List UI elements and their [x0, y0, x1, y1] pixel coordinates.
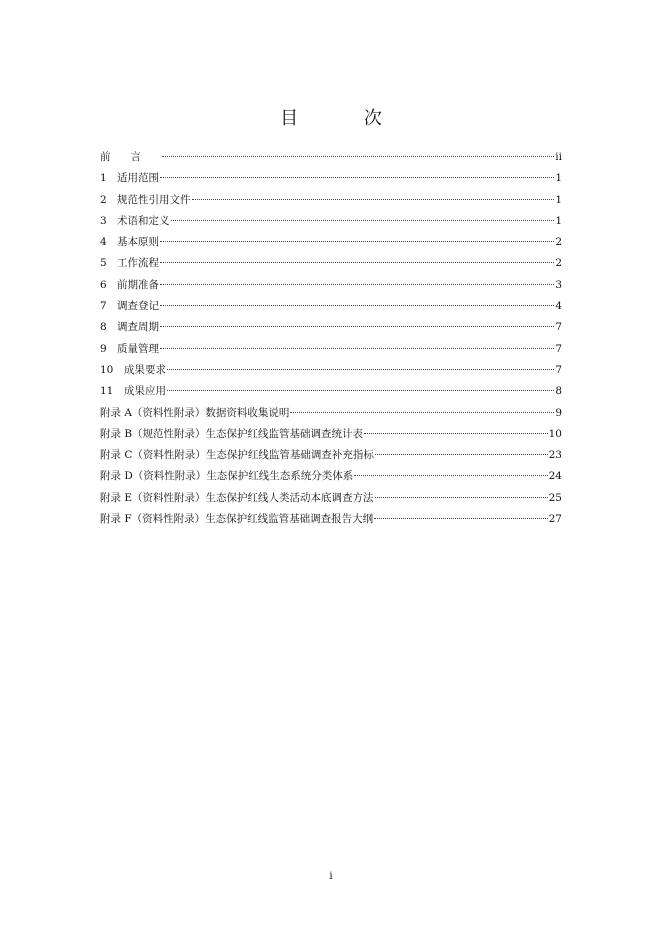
toc-entry-10[interactable]: [100, 360, 562, 381]
dot-leader: [364, 433, 548, 434]
toc-entry-page: 25: [548, 491, 562, 504]
dot-leader: [160, 305, 554, 306]
toc-entry-6[interactable]: [100, 275, 562, 296]
toc-entry-label: [100, 211, 170, 232]
table-of-contents: [100, 147, 562, 530]
toc-entry-text: 调查登记: [117, 300, 159, 313]
toc-entry-number: 4: [100, 236, 107, 249]
toc-entry-label: [100, 381, 166, 402]
toc-entry-page: 2: [555, 236, 562, 249]
toc-entry-text: 基本原则: [117, 236, 159, 249]
toc-entry-number: 11: [100, 385, 114, 398]
toc-entry-label: [100, 424, 363, 445]
toc-entry-page: 4: [555, 300, 562, 313]
footer-page-number: i: [329, 871, 333, 882]
toc-entry-text: 成果应用: [124, 385, 166, 398]
dot-leader: [160, 284, 554, 285]
toc-entry-text: 术语和定义: [117, 214, 170, 227]
toc-entry-page: 3: [555, 278, 562, 291]
toc-entry-label: [100, 275, 159, 296]
toc-entry-page: 9: [555, 406, 562, 419]
toc-entry-number: 2: [100, 193, 107, 206]
toc-entry-number: 5: [100, 257, 107, 270]
toc-entry-label: [100, 488, 374, 509]
toc-entry-number: 9: [100, 342, 107, 355]
toc-entry-page: 27: [548, 513, 562, 526]
toc-entry-number: 7: [100, 300, 107, 313]
toc-entry-text: 前期准备: [117, 278, 159, 291]
toc-entry-label: [100, 445, 374, 466]
dot-leader: [171, 220, 555, 221]
toc-entry-appendix-b[interactable]: [100, 424, 562, 445]
page-title: 目 次: [280, 108, 412, 129]
toc-entry-label: [100, 360, 166, 381]
toc-entry-text: 附录 C（资料性附录）生态保护红线监管基础调查补充指标: [100, 449, 374, 462]
dot-leader: [354, 475, 547, 476]
toc-entry-page: 1: [555, 193, 562, 206]
toc-entry-page: 7: [555, 363, 562, 376]
toc-entry-page: 24: [548, 470, 562, 483]
toc-entry-label: [100, 317, 159, 338]
toc-entry-2[interactable]: [100, 190, 562, 211]
toc-entry-label: [100, 466, 353, 487]
toc-entry-text: 附录 A（资料性附录）数据资料收集说明: [100, 406, 290, 419]
toc-entry-page: 8: [555, 385, 562, 398]
toc-entry-label: [100, 509, 373, 530]
toc-entry-text: 附录 D（资料性附录）生态保护红线生态系统分类体系: [100, 470, 354, 483]
dot-leader: [160, 241, 554, 242]
dot-leader: [375, 454, 548, 455]
toc-entry-3[interactable]: [100, 211, 562, 232]
toc-entry-label: [100, 253, 159, 274]
toc-entry-label: [100, 168, 159, 189]
toc-entry-label: [100, 190, 191, 211]
toc-entry-appendix-d[interactable]: [100, 466, 562, 487]
dot-leader: [375, 497, 548, 498]
toc-entry-page: 1: [555, 172, 562, 185]
toc-entry-11[interactable]: [100, 381, 562, 402]
toc-entry-text: 附录 B（规范性附录）生态保护红线监管基础调查统计表: [100, 427, 364, 440]
dot-leader: [192, 199, 555, 200]
toc-entry-5[interactable]: [100, 253, 562, 274]
toc-entry-text: 附录 F（资料性附录）生态保护红线监管基础调查报告大纲: [100, 513, 374, 526]
toc-entry-text: 规范性引用文件: [117, 193, 191, 206]
toc-entry-page: 2: [555, 257, 562, 270]
toc-entry-label: [100, 147, 161, 168]
toc-entry-page: 10: [548, 427, 562, 440]
toc-entry-text: 成果要求: [124, 363, 166, 376]
toc-entry-text: 工作流程: [117, 257, 159, 270]
toc-entry-text: 附录 E（资料性附录）生态保护红线人类活动本底调查方法: [100, 491, 374, 504]
toc-entry-page: 23: [548, 449, 562, 462]
toc-entry-appendix-e[interactable]: [100, 488, 562, 509]
toc-entry-number: 8: [100, 321, 107, 334]
toc-entry-appendix-a[interactable]: [100, 403, 562, 424]
toc-entry-4[interactable]: [100, 232, 562, 253]
toc-entry-number: 10: [100, 363, 114, 376]
toc-entry-page: 7: [555, 342, 562, 355]
toc-entry-text: 适用范围: [117, 172, 159, 185]
toc-entry-label: [100, 339, 159, 360]
dot-leader: [162, 156, 554, 157]
dot-leader: [290, 412, 554, 413]
dot-leader: [167, 369, 554, 370]
toc-entry-label: [100, 296, 159, 317]
toc-entry-page: 1: [555, 214, 562, 227]
toc-entry-page: 7: [555, 321, 562, 334]
toc-entry-8[interactable]: [100, 317, 562, 338]
dot-leader: [167, 390, 554, 391]
toc-entry-number: 1: [100, 172, 107, 185]
toc-entry-page: ii: [555, 151, 562, 163]
toc-entry-label: [100, 232, 159, 253]
toc-entry-text: 前言: [100, 151, 161, 163]
dot-leader: [160, 262, 554, 263]
toc-entry-9[interactable]: [100, 339, 562, 360]
toc-entry-number: 3: [100, 214, 107, 227]
dot-leader: [374, 518, 548, 519]
toc-entry-7[interactable]: [100, 296, 562, 317]
toc-entry-number: 6: [100, 278, 107, 291]
toc-entry-text: 调查周期: [117, 321, 159, 334]
toc-entry-1[interactable]: [100, 168, 562, 189]
toc-entry-foreword[interactable]: [100, 147, 562, 168]
toc-entry-appendix-f[interactable]: [100, 509, 562, 530]
dot-leader: [160, 348, 554, 349]
toc-entry-text: 质量管理: [117, 342, 159, 355]
toc-entry-appendix-c[interactable]: [100, 445, 562, 466]
toc-entry-label: [100, 403, 289, 424]
dot-leader: [160, 177, 554, 178]
dot-leader: [160, 326, 554, 327]
